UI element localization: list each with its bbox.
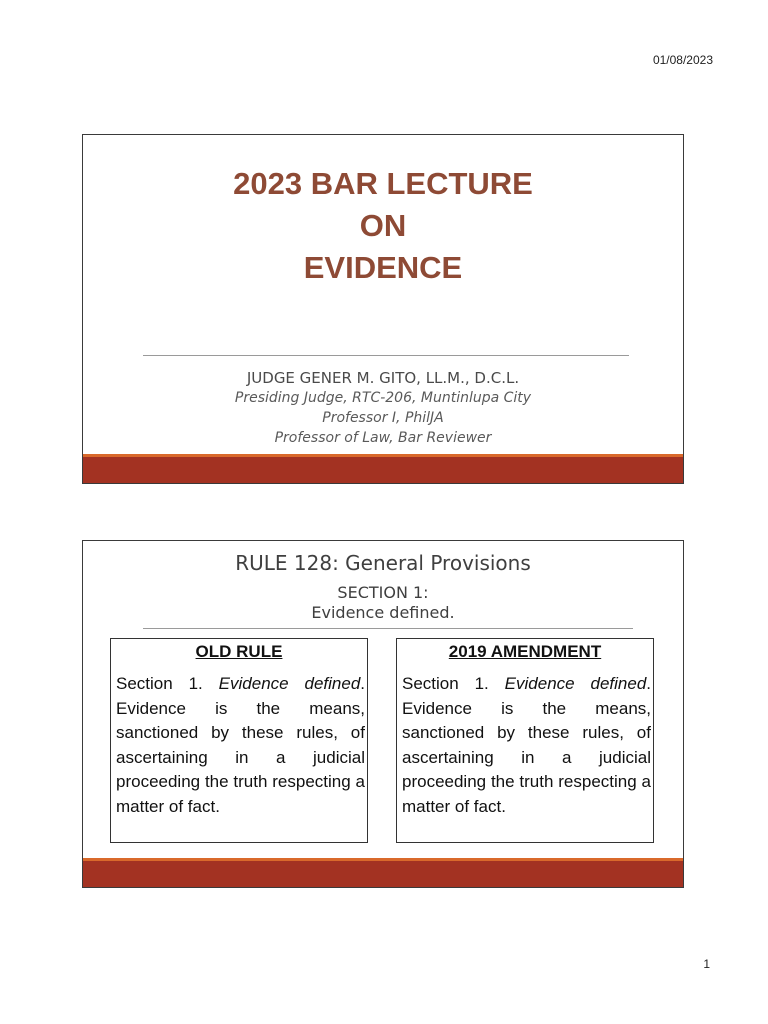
rule-heading: RULE 128: General Provisions <box>235 551 531 575</box>
slide-title <box>82 134 684 484</box>
divider <box>143 628 633 629</box>
amendment-body: . Evidence is the means, sanctioned by these rules, of ascertaining in a judicial proceeding the truth respecting a matter of fact. <box>402 674 652 816</box>
author-block <box>83 368 683 448</box>
author-name: JUDGE GENER M. GITO, LL.M., D.C.L. <box>246 369 520 387</box>
old-rule-emphasis: Evidence defined <box>218 674 361 693</box>
section-heading <box>83 583 683 623</box>
author-role-2: Professor I, PhilJA <box>322 410 444 426</box>
slide-footer-band <box>83 454 683 483</box>
slide-rule-128 <box>82 540 684 888</box>
amendment-prefix: Section 1. <box>402 674 505 693</box>
lecture-title-line-3: EVIDENCE <box>303 250 463 285</box>
lecture-title-line-1: 2023 BAR LECTURE <box>233 166 533 201</box>
lecture-title <box>83 163 683 289</box>
old-rule-title: OLD RULE <box>195 642 283 661</box>
author-role-1: Presiding Judge, RTC-206, Muntinlupa City <box>234 390 532 406</box>
old-rule-prefix: Section 1. <box>116 674 219 693</box>
amendment-title: 2019 AMENDMENT <box>448 642 602 661</box>
amendment-text <box>397 672 653 819</box>
old-rule-box <box>110 638 368 843</box>
page-number: 1 <box>703 957 710 971</box>
section-number: SECTION 1: <box>337 583 429 602</box>
old-rule-body: . Evidence is the means, sanctioned by these rules, of ascertaining in a judicial proceeding the truth respecting a matter of fact. <box>116 674 366 816</box>
section-title: Evidence defined. <box>311 603 455 622</box>
amendment-box <box>396 638 654 843</box>
lecture-title-line-2: ON <box>359 208 407 243</box>
divider <box>143 355 629 356</box>
old-rule-text <box>111 672 367 819</box>
slide-footer-band <box>83 858 683 887</box>
author-role-3: Professor of Law, Bar Reviewer <box>274 430 492 446</box>
header-date: 01/08/2023 <box>652 53 713 67</box>
amendment-emphasis: Evidence defined <box>504 674 647 693</box>
